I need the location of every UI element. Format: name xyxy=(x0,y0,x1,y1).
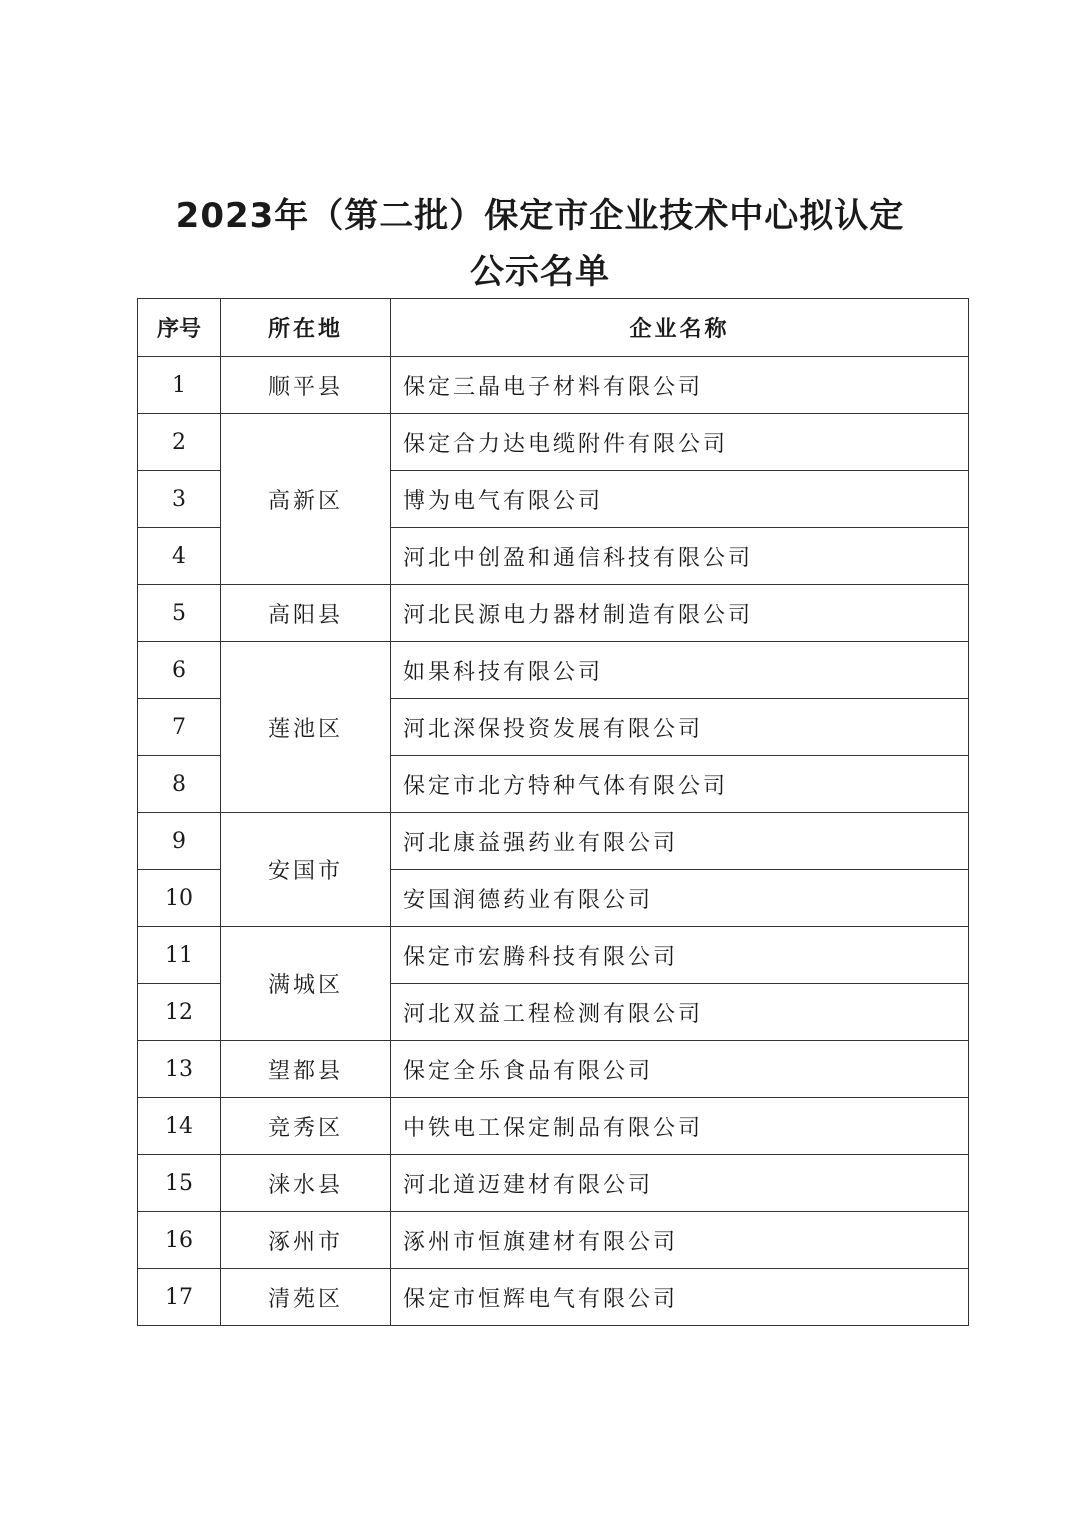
company-name-cell: 保定市恒辉电气有限公司 xyxy=(391,1269,969,1326)
header-serial-number: 序号 xyxy=(138,299,221,357)
company-list-table xyxy=(137,298,969,1326)
table-header-row xyxy=(138,299,969,357)
location-cell: 高阳县 xyxy=(221,585,391,642)
company-name-cell: 河北康益强药业有限公司 xyxy=(391,813,969,870)
table-row xyxy=(138,927,969,984)
company-name-cell: 涿州市恒旗建材有限公司 xyxy=(391,1212,969,1269)
company-name-cell: 河北道迈建材有限公司 xyxy=(391,1155,969,1212)
company-name-cell: 河北民源电力器材制造有限公司 xyxy=(391,585,969,642)
serial-number-cell: 14 xyxy=(138,1098,221,1155)
serial-number-cell: 11 xyxy=(138,927,221,984)
company-name-cell: 保定市宏腾科技有限公司 xyxy=(391,927,969,984)
serial-number-cell: 17 xyxy=(138,1269,221,1326)
serial-number-cell: 4 xyxy=(138,528,221,585)
table-row xyxy=(138,813,969,870)
serial-number-cell: 6 xyxy=(138,642,221,699)
serial-number-cell: 7 xyxy=(138,699,221,756)
serial-number-cell: 1 xyxy=(138,357,221,414)
serial-number-cell: 10 xyxy=(138,870,221,927)
serial-number-cell: 12 xyxy=(138,984,221,1041)
company-name-cell: 河北中创盈和通信科技有限公司 xyxy=(391,528,969,585)
location-cell: 满城区 xyxy=(221,927,391,1041)
company-name-cell: 保定市北方特种气体有限公司 xyxy=(391,756,969,813)
table-row xyxy=(138,414,969,471)
company-name-cell: 安国润德药业有限公司 xyxy=(391,870,969,927)
company-name-cell: 保定三晶电子材料有限公司 xyxy=(391,357,969,414)
title-line-2: 公示名单 xyxy=(470,252,610,292)
location-cell: 清苑区 xyxy=(221,1269,391,1326)
table-body xyxy=(138,357,969,1326)
location-cell: 莲池区 xyxy=(221,642,391,813)
serial-number-cell: 16 xyxy=(138,1212,221,1269)
title-line-1: 2023年（第二批）保定市企业技术中心拟认定 xyxy=(175,196,905,236)
table-row xyxy=(138,642,969,699)
location-cell: 高新区 xyxy=(221,414,391,585)
location-cell: 涞水县 xyxy=(221,1155,391,1212)
table-row xyxy=(138,1041,969,1098)
table-row xyxy=(138,1155,969,1212)
company-name-cell: 保定全乐食品有限公司 xyxy=(391,1041,969,1098)
company-name-cell: 河北深保投资发展有限公司 xyxy=(391,699,969,756)
serial-number-cell: 2 xyxy=(138,414,221,471)
table-row xyxy=(138,357,969,414)
header-company-name: 企业名称 xyxy=(391,299,969,357)
company-name-cell: 博为电气有限公司 xyxy=(391,471,969,528)
location-cell: 涿州市 xyxy=(221,1212,391,1269)
serial-number-cell: 3 xyxy=(138,471,221,528)
serial-number-cell: 15 xyxy=(138,1155,221,1212)
location-cell: 望都县 xyxy=(221,1041,391,1098)
company-name-cell: 如果科技有限公司 xyxy=(391,642,969,699)
document-title xyxy=(0,188,1080,300)
serial-number-cell: 13 xyxy=(138,1041,221,1098)
location-cell: 顺平县 xyxy=(221,357,391,414)
serial-number-cell: 5 xyxy=(138,585,221,642)
serial-number-cell: 8 xyxy=(138,756,221,813)
company-name-cell: 河北双益工程检测有限公司 xyxy=(391,984,969,1041)
table-row xyxy=(138,1098,969,1155)
header-location: 所在地 xyxy=(221,299,391,357)
serial-number-cell: 9 xyxy=(138,813,221,870)
table-row xyxy=(138,585,969,642)
company-name-cell: 保定合力达电缆附件有限公司 xyxy=(391,414,969,471)
location-cell: 安国市 xyxy=(221,813,391,927)
table-row xyxy=(138,1269,969,1326)
table-row xyxy=(138,1212,969,1269)
location-cell: 竞秀区 xyxy=(221,1098,391,1155)
company-name-cell: 中铁电工保定制品有限公司 xyxy=(391,1098,969,1155)
